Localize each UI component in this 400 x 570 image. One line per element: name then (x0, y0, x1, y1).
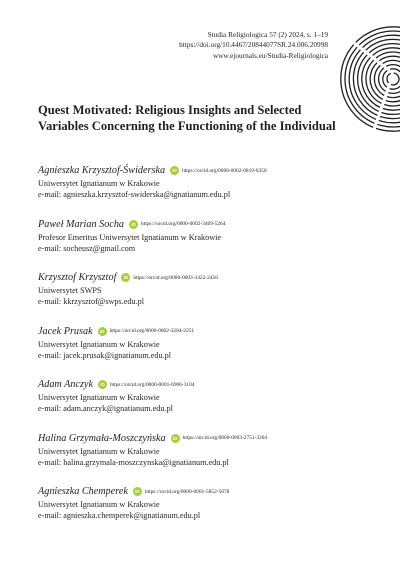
author-name: Paweł Marian Socha (38, 218, 125, 230)
orcid-link[interactable]: https://orcid.org/0000-0002-3469-5264 (141, 221, 226, 227)
orcid-icon[interactable]: iD (98, 380, 107, 389)
orcid-link[interactable]: https://orcid.org/0000-0001-5852-5078 (144, 488, 230, 495)
orcid-icon[interactable]: iD (98, 327, 107, 336)
orcid-icon[interactable]: iD (129, 220, 138, 229)
author-entry (38, 377, 368, 431)
author-name: Halina Grzymała-Moszczyńska (38, 432, 166, 444)
author-email[interactable]: e-mail: halina.grzymala-moszczynska@ignatianum.edu.pl (38, 457, 229, 467)
author-email[interactable]: e-mail: kkrzysztof@swps.edu.pl (38, 297, 144, 307)
logo-ring (387, 73, 399, 85)
author-entry (38, 270, 368, 324)
journal-website-link[interactable]: www.ejournals.eu/Studia-Religiologica (212, 50, 328, 60)
author-entry (38, 163, 368, 217)
orcid-icon[interactable]: iD (133, 487, 142, 496)
author-affiliation: Uniwersytet Ignatianum w Krakowie (38, 179, 160, 188)
author-name: Krzysztof Krzysztof (38, 272, 117, 283)
orcid-icon[interactable]: iD (171, 434, 180, 443)
author-email[interactable]: e-mail: socheusz@gmail.com (38, 243, 136, 253)
journal-logo-icon (338, 24, 400, 134)
logo-ring (383, 69, 400, 89)
author-email[interactable]: e-mail: agnieszka.chemperek@ignatianum.edu.pl (38, 511, 201, 521)
author-email[interactable]: e-mail: agnieszka.krzysztof-swiderska@ignatianum.edu.pl (38, 190, 231, 200)
author-name: Jacek Prusak (38, 325, 93, 337)
orcid-link[interactable]: https://orcid.org/0000-0003-3422-2456 (133, 274, 218, 281)
logo-ring (353, 39, 400, 118)
author-email[interactable]: e-mail: adam.anczyk@ignatianum.edu.pl (38, 404, 173, 414)
author-name: Adam Anczyk (38, 379, 93, 390)
author-affiliation: Profesor Emeritus Uniwersytet Ignatianum w Krakowie (38, 232, 222, 242)
orcid-link[interactable]: https://orcid.org/0000-0002-3204-2251 (109, 328, 195, 334)
author-name: Agnieszka Chemperek (38, 486, 128, 497)
author-entry (38, 324, 368, 378)
author-entry (38, 431, 368, 485)
doi-link[interactable]: https://doi.org/10.4467/20844077SR.24.006.20998 (179, 40, 328, 50)
journal-header (179, 30, 328, 61)
author-affiliation: Uniwersytet Ignatianum w Krakowie (38, 500, 160, 509)
orcid-link[interactable]: https://orcid.org/0000-0003-2751-3204 (182, 435, 268, 441)
author-list (38, 163, 368, 538)
logo-ring (362, 48, 400, 110)
author-affiliation: Uniwersytet Ignatianum w Krakowie (38, 339, 160, 349)
orcid-icon[interactable]: iD (121, 273, 130, 282)
author-entry (38, 484, 368, 538)
author-affiliation: Uniwersytet Ignatianum w Krakowie (38, 393, 160, 402)
orcid-icon[interactable]: iD (170, 166, 179, 175)
article-title: Quest Motivated: Religious Insights and Selected Variables Concerning the Functioning of the Individual (38, 103, 336, 133)
author-affiliation: Uniwersytet Ignatianum w Krakowie (38, 446, 160, 456)
author-affiliation: Uniwersytet SWPS (38, 286, 102, 295)
author-name: Agnieszka Krzysztof-Świderska (38, 165, 166, 176)
author-entry (38, 217, 368, 271)
journal-citation: Studia Religiologica 57 (2) 2024, s. 1–19 (207, 30, 328, 39)
orcid-link[interactable]: https://orcid.org/0000-0002-0819-0350 (182, 167, 267, 174)
author-email[interactable]: e-mail: jacek.prusak@ignatianum.edu.pl (38, 350, 172, 360)
orcid-link[interactable]: https://orcid.org/0000-0001-6906-3104 (109, 381, 195, 388)
